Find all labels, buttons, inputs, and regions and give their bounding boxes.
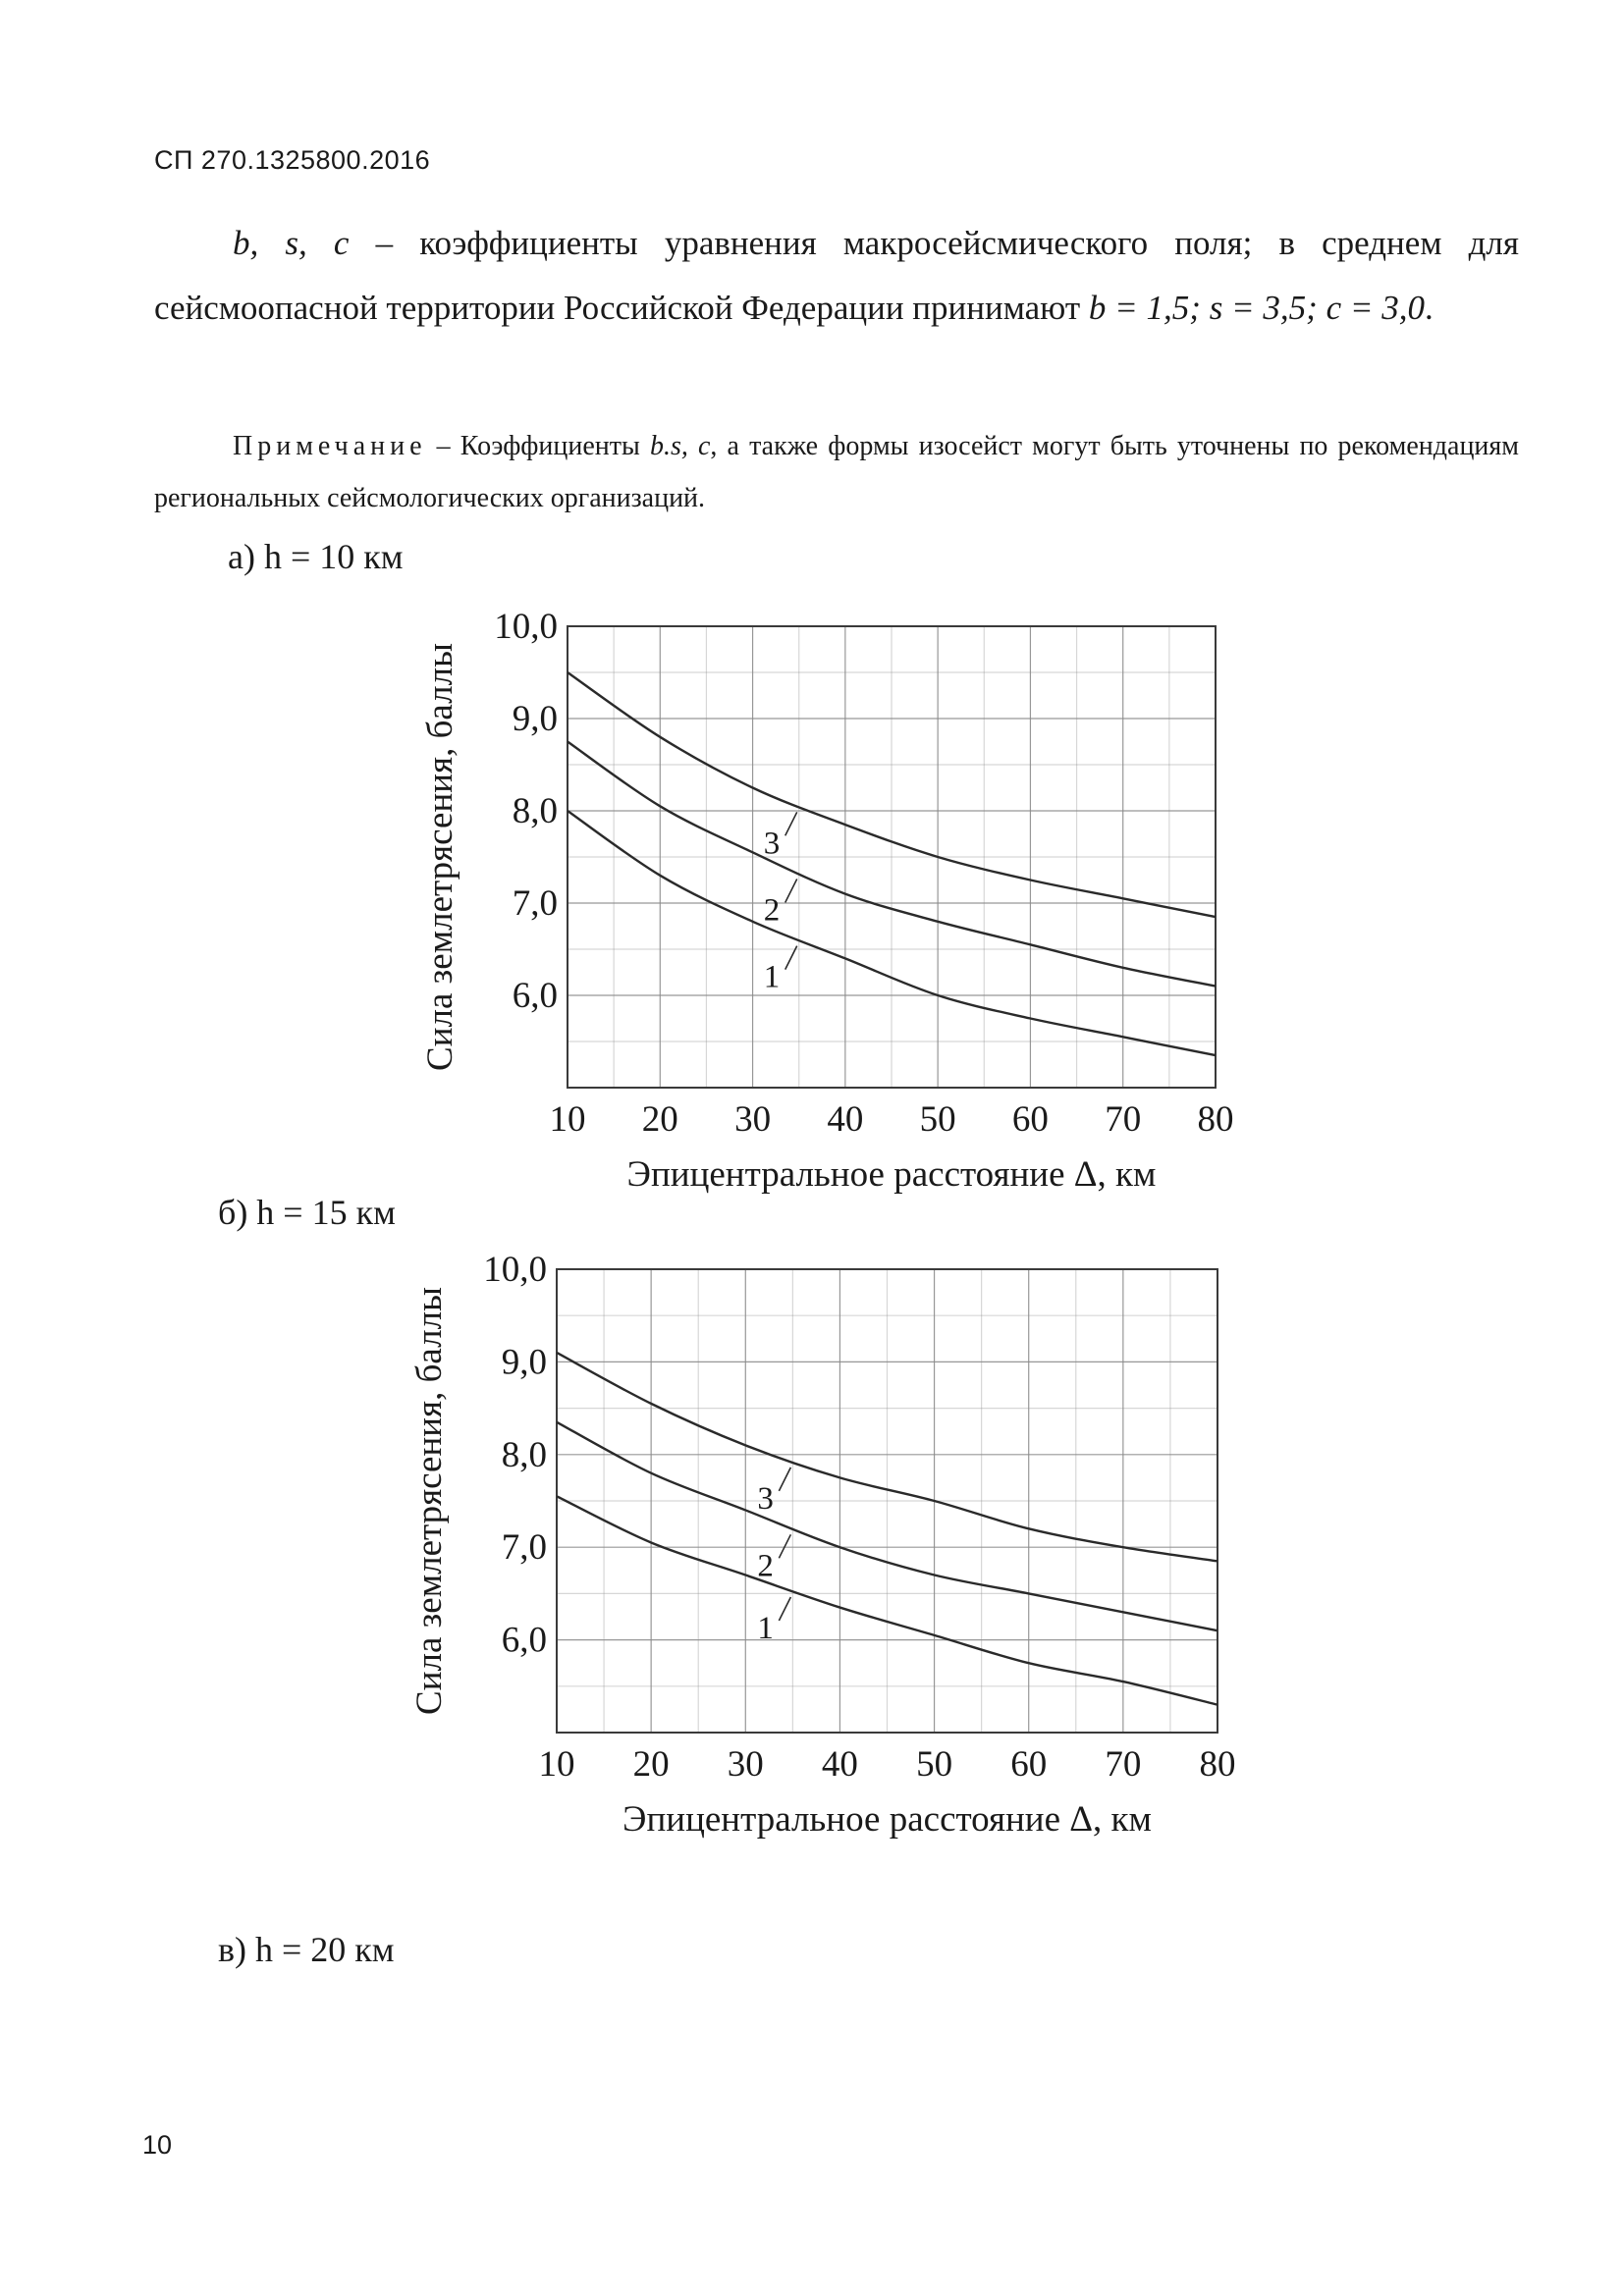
x-tick-label: 30 bbox=[734, 1099, 772, 1140]
document-code: СП 270.1325800.2016 bbox=[154, 145, 431, 175]
coefficients-text: – коэффициенты уравнения макросейсмического поля; в среднем для сейсмоопасной территории Российской Федерации принимают bbox=[154, 224, 1519, 327]
y-axis-label: Сила землетрясения, баллы bbox=[420, 643, 460, 1071]
note-dash: – Коэффициенты bbox=[426, 431, 650, 461]
y-tick-label: 10,0 bbox=[483, 1250, 547, 1290]
y-tick-label: 10,0 bbox=[494, 607, 558, 647]
y-tick-label: 7,0 bbox=[501, 1527, 547, 1569]
x-tick-label: 40 bbox=[827, 1099, 864, 1140]
curve-label: 3 bbox=[757, 1480, 774, 1517]
c-value: c = 3,0 bbox=[1325, 289, 1425, 327]
b-value: b = 1,5; bbox=[1088, 289, 1210, 327]
curve-label-leader bbox=[779, 1468, 790, 1491]
curve-label: 3 bbox=[763, 826, 781, 862]
curve-label-leader bbox=[785, 812, 797, 835]
y-tick-label: 8,0 bbox=[512, 791, 558, 831]
chart-2 bbox=[409, 1250, 1236, 1840]
caption-c: в) h = 20 км bbox=[218, 1930, 395, 1969]
x-axis-label: Эпицентральное расстояние Δ, км bbox=[622, 1799, 1152, 1840]
x-tick-label: 50 bbox=[916, 1744, 953, 1785]
x-tick-label: 60 bbox=[1010, 1744, 1048, 1785]
x-tick-label: 20 bbox=[641, 1099, 678, 1140]
x-tick-label: 80 bbox=[1197, 1099, 1234, 1140]
y-tick-label: 9,0 bbox=[512, 699, 558, 739]
x-tick-label: 20 bbox=[632, 1744, 670, 1785]
y-tick-label: 7,0 bbox=[512, 883, 558, 924]
x-tick-label: 70 bbox=[1105, 1099, 1142, 1140]
curve-label: 1 bbox=[763, 959, 781, 995]
y-axis-label: Сила землетрясения, баллы bbox=[409, 1287, 450, 1715]
note-text: , а также формы изосейст могут быть уточнены по рекомендациям региональных сейсмологических организаций. bbox=[154, 431, 1520, 513]
page-number: 10 bbox=[142, 2130, 173, 2160]
curve-label: 1 bbox=[757, 1611, 774, 1647]
x-tick-label: 60 bbox=[1011, 1099, 1049, 1140]
y-tick-label: 9,0 bbox=[501, 1342, 547, 1383]
caption-a: а) h = 10 км bbox=[228, 537, 404, 576]
s-value: s = 3,5; bbox=[1209, 289, 1326, 327]
curve-label: 2 bbox=[763, 892, 781, 929]
y-tick-label: 8,0 bbox=[501, 1434, 547, 1475]
x-tick-label: 70 bbox=[1105, 1744, 1142, 1785]
y-tick-label: 6,0 bbox=[512, 976, 558, 1016]
note-label: Примечание bbox=[233, 431, 427, 461]
x-tick-label: 10 bbox=[538, 1744, 575, 1785]
note-symbols: b.s, c bbox=[649, 431, 711, 461]
y-tick-label: 6,0 bbox=[501, 1620, 547, 1661]
x-tick-label: 80 bbox=[1199, 1744, 1236, 1785]
curve-label-leader bbox=[785, 879, 797, 902]
caption-b: б) h = 15 км bbox=[218, 1193, 396, 1232]
curve-label: 2 bbox=[757, 1548, 774, 1584]
coefficient-symbols: b, s, c bbox=[233, 224, 350, 262]
chart-1 bbox=[420, 607, 1234, 1195]
paragraph-end: . bbox=[1425, 289, 1434, 327]
curve-label-leader bbox=[779, 1597, 790, 1621]
x-tick-label: 40 bbox=[821, 1744, 858, 1785]
x-axis-label: Эпицентральное расстояние Δ, км bbox=[626, 1154, 1157, 1195]
x-tick-label: 10 bbox=[549, 1099, 586, 1140]
x-tick-label: 30 bbox=[727, 1744, 764, 1785]
curve-label-leader bbox=[779, 1534, 790, 1558]
x-tick-label: 50 bbox=[919, 1099, 956, 1140]
